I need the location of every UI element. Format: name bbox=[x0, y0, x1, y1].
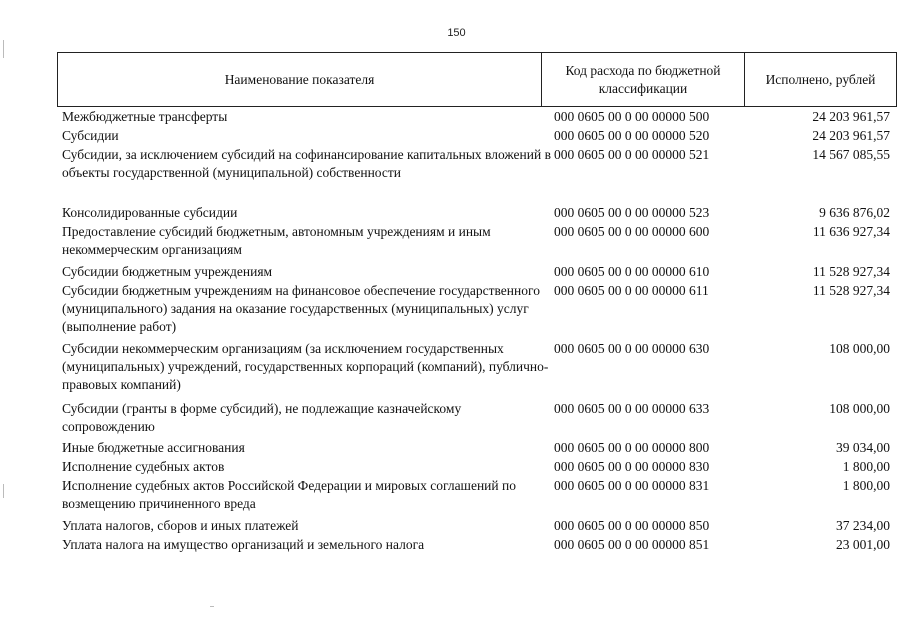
row-name: Предоставление субсидий бюджетным, автономным учреждениям и иным некоммерческим организациям bbox=[62, 224, 491, 257]
header-sum: Исполнено, рублей bbox=[765, 71, 876, 87]
table-row bbox=[62, 400, 890, 436]
scan-artifact bbox=[3, 484, 4, 498]
row-sum: 1 800,00 bbox=[842, 459, 890, 474]
row-sum: 23 001,00 bbox=[836, 537, 890, 552]
row-code: 000 0605 00 0 00 00000 851 bbox=[554, 537, 710, 552]
row-code: 000 0605 00 0 00 00000 521 bbox=[554, 147, 710, 162]
row-name: Субсидии бюджетным учреждениям на финансовое обеспечение государственного (муниципального) задания на оказание государственных (муниципальных) услуг (выполнение работ) bbox=[62, 283, 540, 334]
table-row bbox=[62, 223, 890, 259]
row-sum: 108 000,00 bbox=[829, 401, 890, 416]
row-sum: 11 528 927,34 bbox=[812, 283, 890, 298]
row-sum: 24 203 961,57 bbox=[812, 109, 890, 124]
row-name: Субсидии, за исключением субсидий на софинансирование капитальных вложений в объекты государственной (муниципальной) собственности bbox=[62, 147, 551, 180]
table-row bbox=[62, 108, 890, 126]
scan-artifact bbox=[3, 40, 4, 58]
row-code: 000 0605 00 0 00 00000 600 bbox=[554, 224, 710, 239]
row-sum: 1 800,00 bbox=[842, 478, 890, 493]
table-row bbox=[62, 477, 890, 513]
row-code: 000 0605 00 0 00 00000 523 bbox=[554, 205, 710, 220]
row-code: 000 0605 00 0 00 00000 500 bbox=[554, 109, 710, 124]
row-name: Субсидии бюджетным учреждениям bbox=[62, 264, 273, 279]
row-code: 000 0605 00 0 00 00000 610 bbox=[554, 264, 710, 279]
table-row bbox=[62, 340, 890, 394]
row-name: Уплата налогов, сборов и иных платежей bbox=[62, 518, 299, 533]
row-code: 000 0605 00 0 00 00000 800 bbox=[554, 440, 710, 455]
table-row bbox=[62, 204, 890, 222]
row-name: Исполнение судебных актов Российской Федерации и мировых соглашений по возмещению причиненного вреда bbox=[62, 478, 516, 511]
row-sum: 24 203 961,57 bbox=[812, 128, 890, 143]
row-sum: 108 000,00 bbox=[829, 341, 890, 356]
row-sum: 9 636 876,02 bbox=[819, 205, 890, 220]
row-name: Исполнение судебных актов bbox=[62, 459, 225, 474]
table-row bbox=[62, 439, 890, 457]
scan-artifact bbox=[210, 606, 214, 607]
row-code: 000 0605 00 0 00 00000 611 bbox=[554, 283, 709, 298]
row-name: Консолидированные субсидии bbox=[62, 205, 238, 220]
row-name: Межбюджетные трансферты bbox=[62, 109, 228, 124]
row-sum: 14 567 085,55 bbox=[812, 147, 890, 162]
row-name: Субсидии (гранты в форме субсидий), не подлежащие казначейскому сопровождению bbox=[62, 401, 462, 434]
row-code: 000 0605 00 0 00 00000 630 bbox=[554, 341, 710, 356]
table-row bbox=[62, 263, 890, 281]
table-row bbox=[62, 517, 890, 535]
row-name: Иные бюджетные ассигнования bbox=[62, 440, 245, 455]
row-code: 000 0605 00 0 00 00000 633 bbox=[554, 401, 710, 416]
header-code: Код расхода по бюджетной классификации bbox=[542, 53, 745, 106]
row-sum: 11 528 927,34 bbox=[812, 264, 890, 279]
table-row bbox=[62, 282, 890, 336]
row-code: 000 0605 00 0 00 00000 520 bbox=[554, 128, 710, 143]
table-header bbox=[57, 52, 897, 107]
row-code: 000 0605 00 0 00 00000 850 bbox=[554, 518, 710, 533]
row-name: Уплата налога на имущество организаций и земельного налога bbox=[62, 537, 425, 552]
row-sum: 37 234,00 bbox=[836, 518, 890, 533]
table-row bbox=[62, 146, 890, 182]
header-name: Наименование показателя bbox=[58, 53, 542, 106]
table-row bbox=[62, 536, 890, 554]
row-sum: 11 636 927,34 bbox=[812, 224, 890, 239]
table-row bbox=[62, 127, 890, 145]
row-code: 000 0605 00 0 00 00000 830 bbox=[554, 459, 710, 474]
row-code: 000 0605 00 0 00 00000 831 bbox=[554, 478, 710, 493]
table-row bbox=[62, 458, 890, 476]
page-number: 150 bbox=[447, 27, 466, 39]
row-name: Субсидии некоммерческим организациям (за исключением государственных (муниципальных) учреждений, государственных корпораций (компаний), публично-правовых компаний) bbox=[62, 341, 549, 392]
row-sum: 39 034,00 bbox=[836, 440, 890, 455]
row-name: Субсидии bbox=[62, 128, 119, 143]
